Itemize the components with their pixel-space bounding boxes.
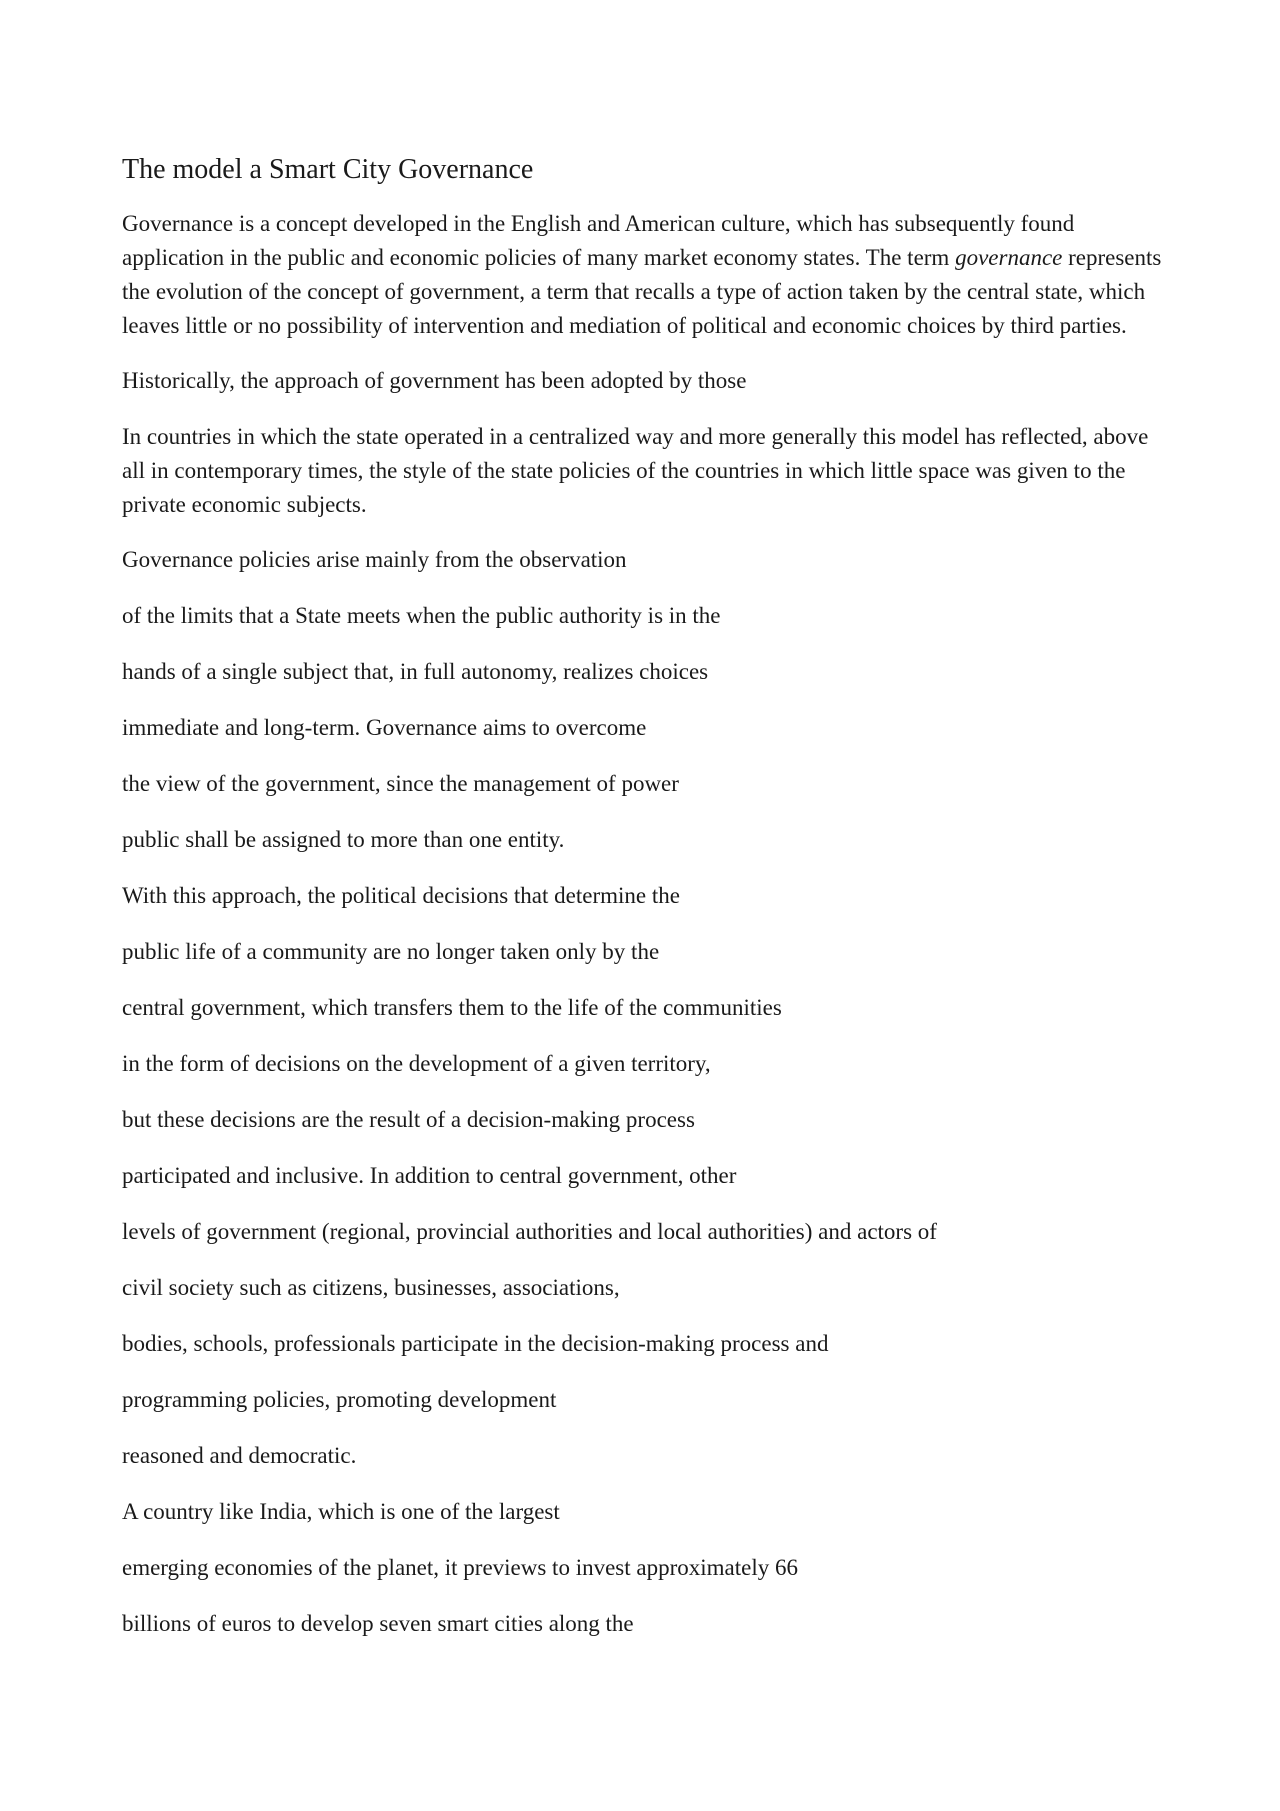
paragraph: reasoned and democratic. [122,1443,357,1468]
intro-paragraph [122,207,1162,343]
paragraph: central government, which transfers them to the life of the communities [122,995,782,1020]
paragraph: Historically, the approach of government has been adopted by those [122,368,747,393]
paragraph: in the form of decisions on the development of a given territory, [122,1051,711,1076]
paragraph: levels of government (regional, provincial authorities and local authorities) and actors of [122,1219,937,1244]
paragraph: but these decisions are the result of a decision-making process [122,1107,695,1132]
paragraph: public life of a community are no longer taken only by the [122,939,660,964]
intro-text-start: Governance is a concept developed in the English and American culture, which has subsequently found application in the public and economic policies of many market economy states. The term [122,211,1075,270]
document-body [122,152,1162,1663]
paragraph: public shall be assigned to more than one entity. [122,827,565,852]
paragraph: of the limits that a State meets when the public authority is in the [122,603,721,628]
paragraph: programming policies, promoting development [122,1387,557,1412]
paragraph: civil society such as citizens, businesses, associations, [122,1275,620,1300]
intro-emphasis: governance [955,245,1063,270]
paragraph: the view of the government, since the management of power [122,771,679,796]
paragraph: billions of euros to develop seven smart cities along the [122,1611,634,1636]
paragraph: emerging economies of the planet, it previews to invest approximately 66 [122,1555,798,1580]
paragraph: participated and inclusive. In addition to central government, other [122,1163,737,1188]
paragraph: immediate and long-term. Governance aims to overcome [122,715,647,740]
paragraph: hands of a single subject that, in full autonomy, realizes choices [122,659,709,684]
paragraph: Governance policies arise mainly from the observation [122,547,627,572]
intro-text-end: represents the evolution of the concept of government, a term that recalls a type of action taken by the central state, which leaves little or no possibility of intervention and mediation of political and economic choices by third parties. [122,245,1162,338]
paragraph: In countries in which the state operated in a centralized way and more generally this model has reflected, above all in contemporary times, the style of the state policies of the countries in which little space was given to the private economic subjects. [122,424,1149,517]
document-title: The model a Smart City Governance [122,154,534,185]
paragraph: A country like India, which is one of the largest [122,1499,560,1524]
paragraph: With this approach, the political decisions that determine the [122,883,680,908]
paragraph: bodies, schools, professionals participate in the decision-making process and [122,1331,829,1356]
